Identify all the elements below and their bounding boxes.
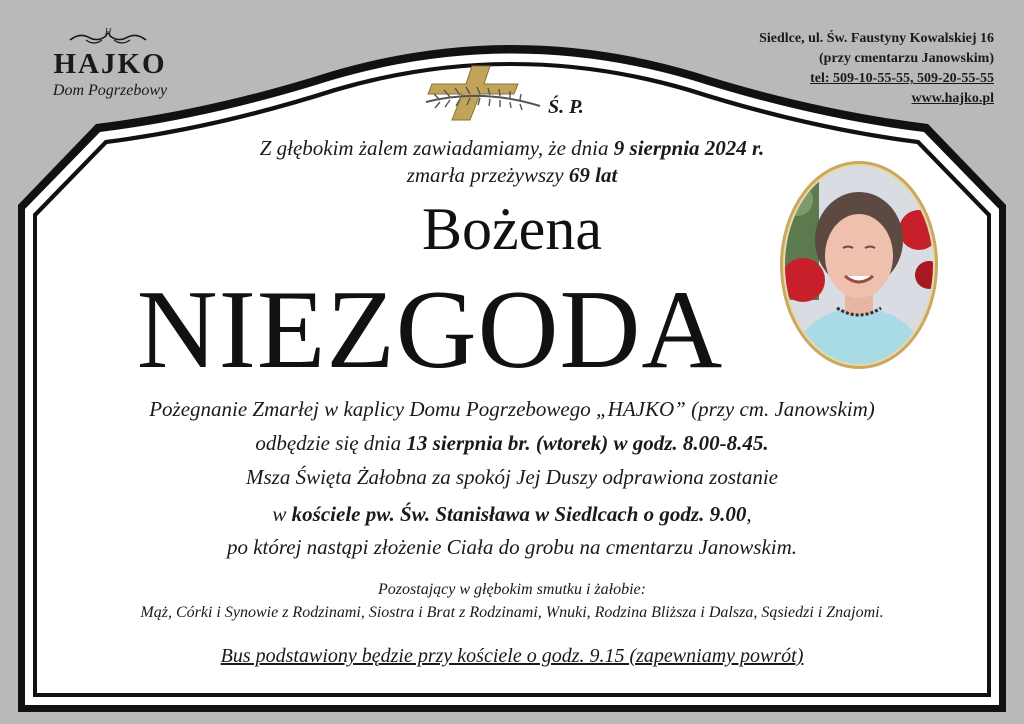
sp-label: Ś. P. [548,96,584,118]
contact-website[interactable]: www.hajko.pl [911,91,994,106]
age-prefix: zmarła przeżywszy [406,163,569,187]
cross-with-palm-icon [422,62,552,124]
ceremony-date-time: 13 sierpnia br. (wtorek) w godz. 8.00-8.45. [406,431,769,455]
ceremony-line-4-prefix: w [272,502,292,526]
mourners-intro: Pozostający w głębokim smutku i żałobie: [378,581,646,598]
flourish-ornament-icon [66,26,150,48]
contact-phone[interactable]: tel: 509-10-55-55, 509-20-55-55 [810,71,994,86]
contact-block [759,29,994,109]
logo-subtitle: Dom Pogrzebowy [52,82,168,99]
last-name: NIEZGODA [136,268,724,392]
age-value: 69 lat [568,163,618,187]
mourners-list: Mąż, Córki i Synowie z Rodzinami, Siostra i Brat z Rodzinami, Wnuki, Rodzina Bliższa i Dalsza, Sąsiedzi i Znajomi. [140,604,884,621]
contact-address: Siedlce, ul. Św. Faustyny Kowalskiej 16 [759,31,994,46]
ceremony-line-4-suffix: , [746,502,752,526]
ceremony-line-4 [60,502,964,527]
intro-line [150,136,874,161]
church-mass-details: kościele pw. Św. Stanisława w Siedlcach o godz. 9.00 [291,502,747,526]
death-date: 9 sierpnia 2024 r. [613,136,765,160]
logo-title: HAJKO [53,48,167,80]
deceased-portrait [779,160,939,370]
first-name: Bożena [422,196,602,262]
svg-text:H: H [104,27,112,37]
ceremony-line-5: po której nastąpi złożenie Ciała do grobu na cmentarzu Janowskim. [226,535,798,559]
ceremony-line-1: Pożegnanie Zmarłej w kaplicy Domu Pogrzebowego „HAJKO” (przy cm. Janowskim) [149,397,875,421]
age-line [150,163,874,188]
ceremony-line-2-prefix: odbędzie się dnia [255,431,407,455]
ceremony-line-2 [60,431,964,456]
ceremony-line-3: Msza Święta Żałobna za spokój Jej Duszy odprawiona zostanie [245,465,778,489]
intro-prefix: Z głębokim żalem zawiadamiamy, że dnia [259,136,614,160]
bus-note: Bus podstawiony będzie przy kościele o godz. 9.15 (zapewniamy powrót) [220,645,804,667]
contact-location: (przy cmentarzu Janowskim) [819,51,994,66]
